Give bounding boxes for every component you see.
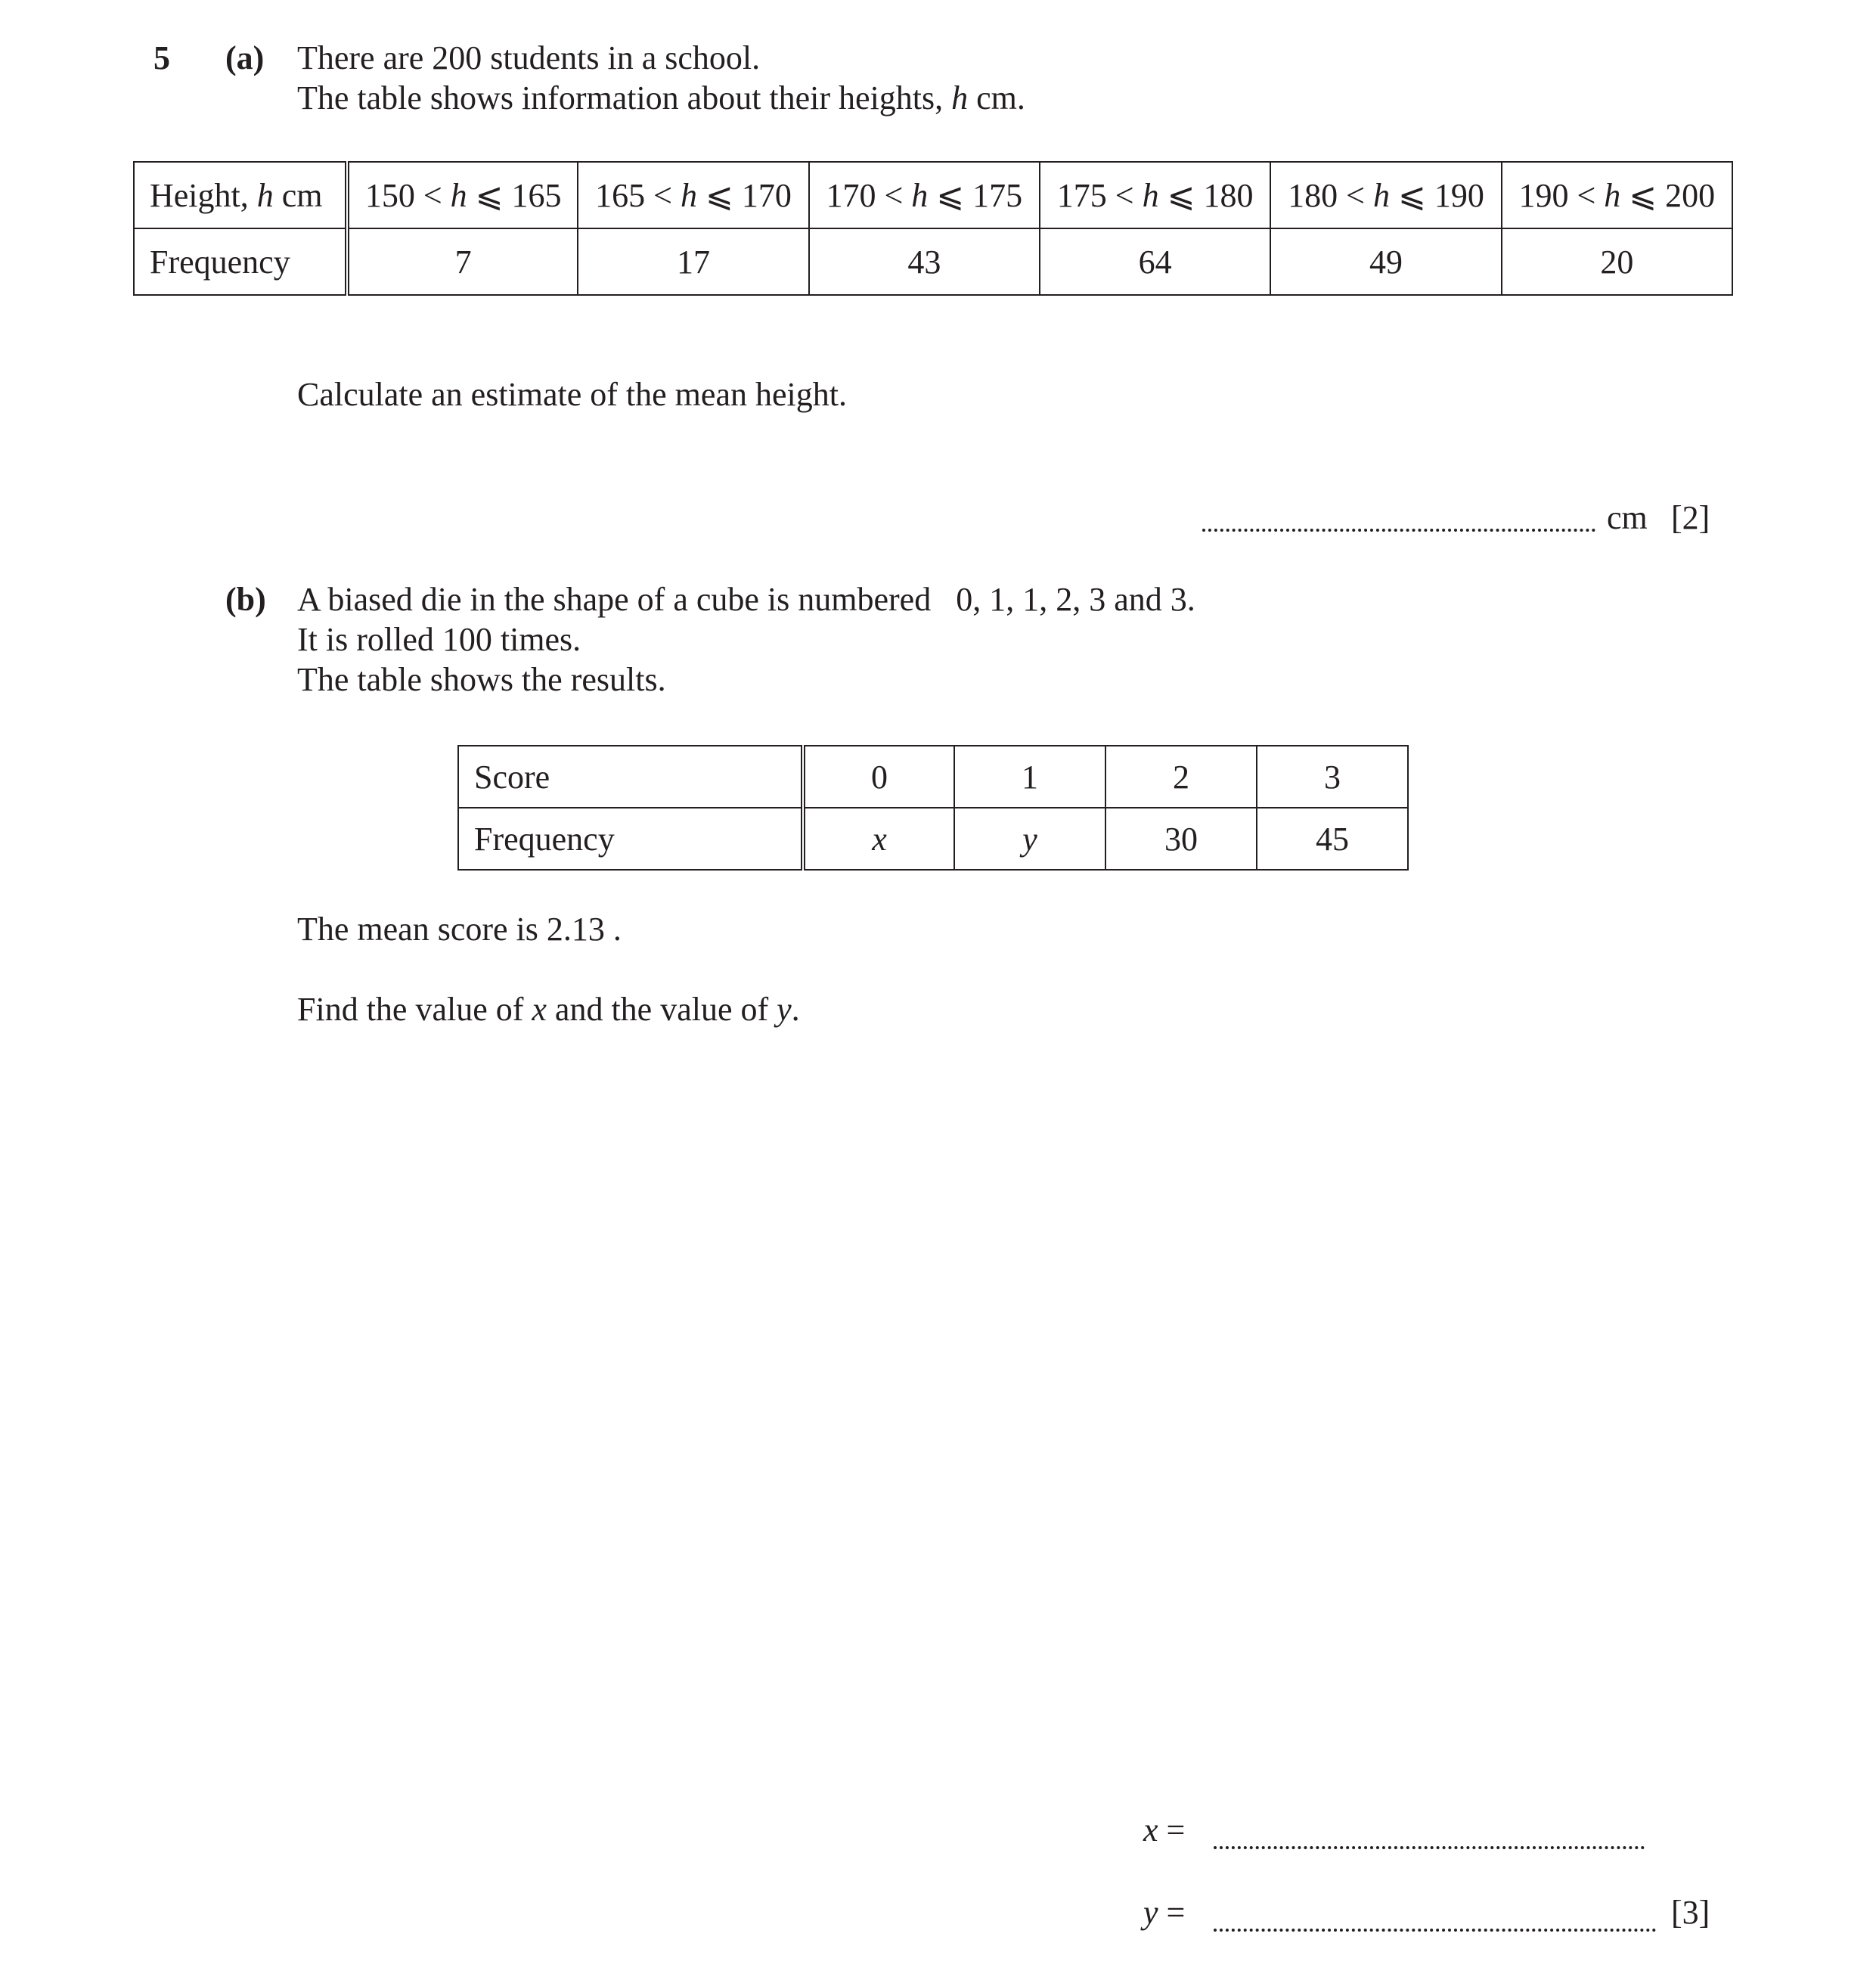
frequency-cell-x: x bbox=[803, 808, 954, 870]
table-row bbox=[134, 228, 1732, 295]
question-number: 5 bbox=[153, 39, 170, 76]
interval-cell: 180 < h ⩽ 190 bbox=[1270, 162, 1501, 228]
interval-cell: 165 < h ⩽ 170 bbox=[578, 162, 808, 228]
interval-cell: 170 < h ⩽ 175 bbox=[809, 162, 1040, 228]
part-a-line1: There are 200 students in a school. bbox=[297, 39, 761, 76]
table-row bbox=[458, 746, 1408, 808]
frequency-cell-y: y bbox=[954, 808, 1105, 870]
answer-line-mean[interactable] bbox=[1202, 501, 1595, 532]
answer-line-y[interactable] bbox=[1214, 1901, 1656, 1932]
answer-x-label: x = bbox=[1143, 1811, 1186, 1848]
mean-statement: The mean score is 2.13 . bbox=[297, 911, 622, 948]
marks-part-b: [3] bbox=[1671, 1894, 1710, 1931]
score-cell: 3 bbox=[1257, 746, 1408, 808]
marks-part-a: [2] bbox=[1671, 499, 1710, 536]
part-b-line3: The table shows the results. bbox=[297, 661, 666, 698]
die-score-table bbox=[457, 745, 1409, 871]
frequency-cell: 64 bbox=[1040, 228, 1270, 295]
frequency-cell: 43 bbox=[809, 228, 1040, 295]
part-b-line2: It is rolled 100 times. bbox=[297, 621, 581, 658]
part-b-label: (b) bbox=[225, 581, 266, 618]
part-a-line2: The table shows information about their heights, h cm. bbox=[297, 79, 1025, 116]
interval-cell: 150 < h ⩽ 165 bbox=[347, 162, 578, 228]
frequency-cell: 20 bbox=[1502, 228, 1732, 295]
frequency-header-cell: Frequency bbox=[458, 808, 803, 870]
interval-cell: 175 < h ⩽ 180 bbox=[1040, 162, 1270, 228]
frequency-cell: 30 bbox=[1105, 808, 1257, 870]
score-cell: 1 bbox=[954, 746, 1105, 808]
score-cell: 2 bbox=[1105, 746, 1257, 808]
score-cell: 0 bbox=[803, 746, 954, 808]
height-frequency-table bbox=[133, 161, 1733, 296]
interval-cell: 190 < h ⩽ 200 bbox=[1502, 162, 1732, 228]
frequency-cell: 17 bbox=[578, 228, 808, 295]
part-a-label: (a) bbox=[225, 39, 265, 76]
frequency-cell: 49 bbox=[1270, 228, 1501, 295]
frequency-cell: 7 bbox=[347, 228, 578, 295]
part-b-line1: A biased die in the shape of a cube is numbered 0, 1, 1, 2, 3 and 3. bbox=[297, 581, 1195, 618]
frequency-header-cell: Frequency bbox=[134, 228, 347, 295]
height-header-cell: Height, h cm bbox=[134, 162, 347, 228]
table-row bbox=[458, 808, 1408, 870]
part-b-instruction: Find the value of x and the value of y. bbox=[297, 991, 800, 1028]
frequency-cell: 45 bbox=[1257, 808, 1408, 870]
score-header-cell: Score bbox=[458, 746, 803, 808]
part-a-instruction: Calculate an estimate of the mean height. bbox=[297, 376, 847, 413]
answer-unit: cm bbox=[1607, 499, 1648, 536]
answer-y-label: y = bbox=[1143, 1894, 1186, 1931]
answer-line-x[interactable] bbox=[1214, 1819, 1645, 1849]
table-row bbox=[134, 162, 1732, 228]
